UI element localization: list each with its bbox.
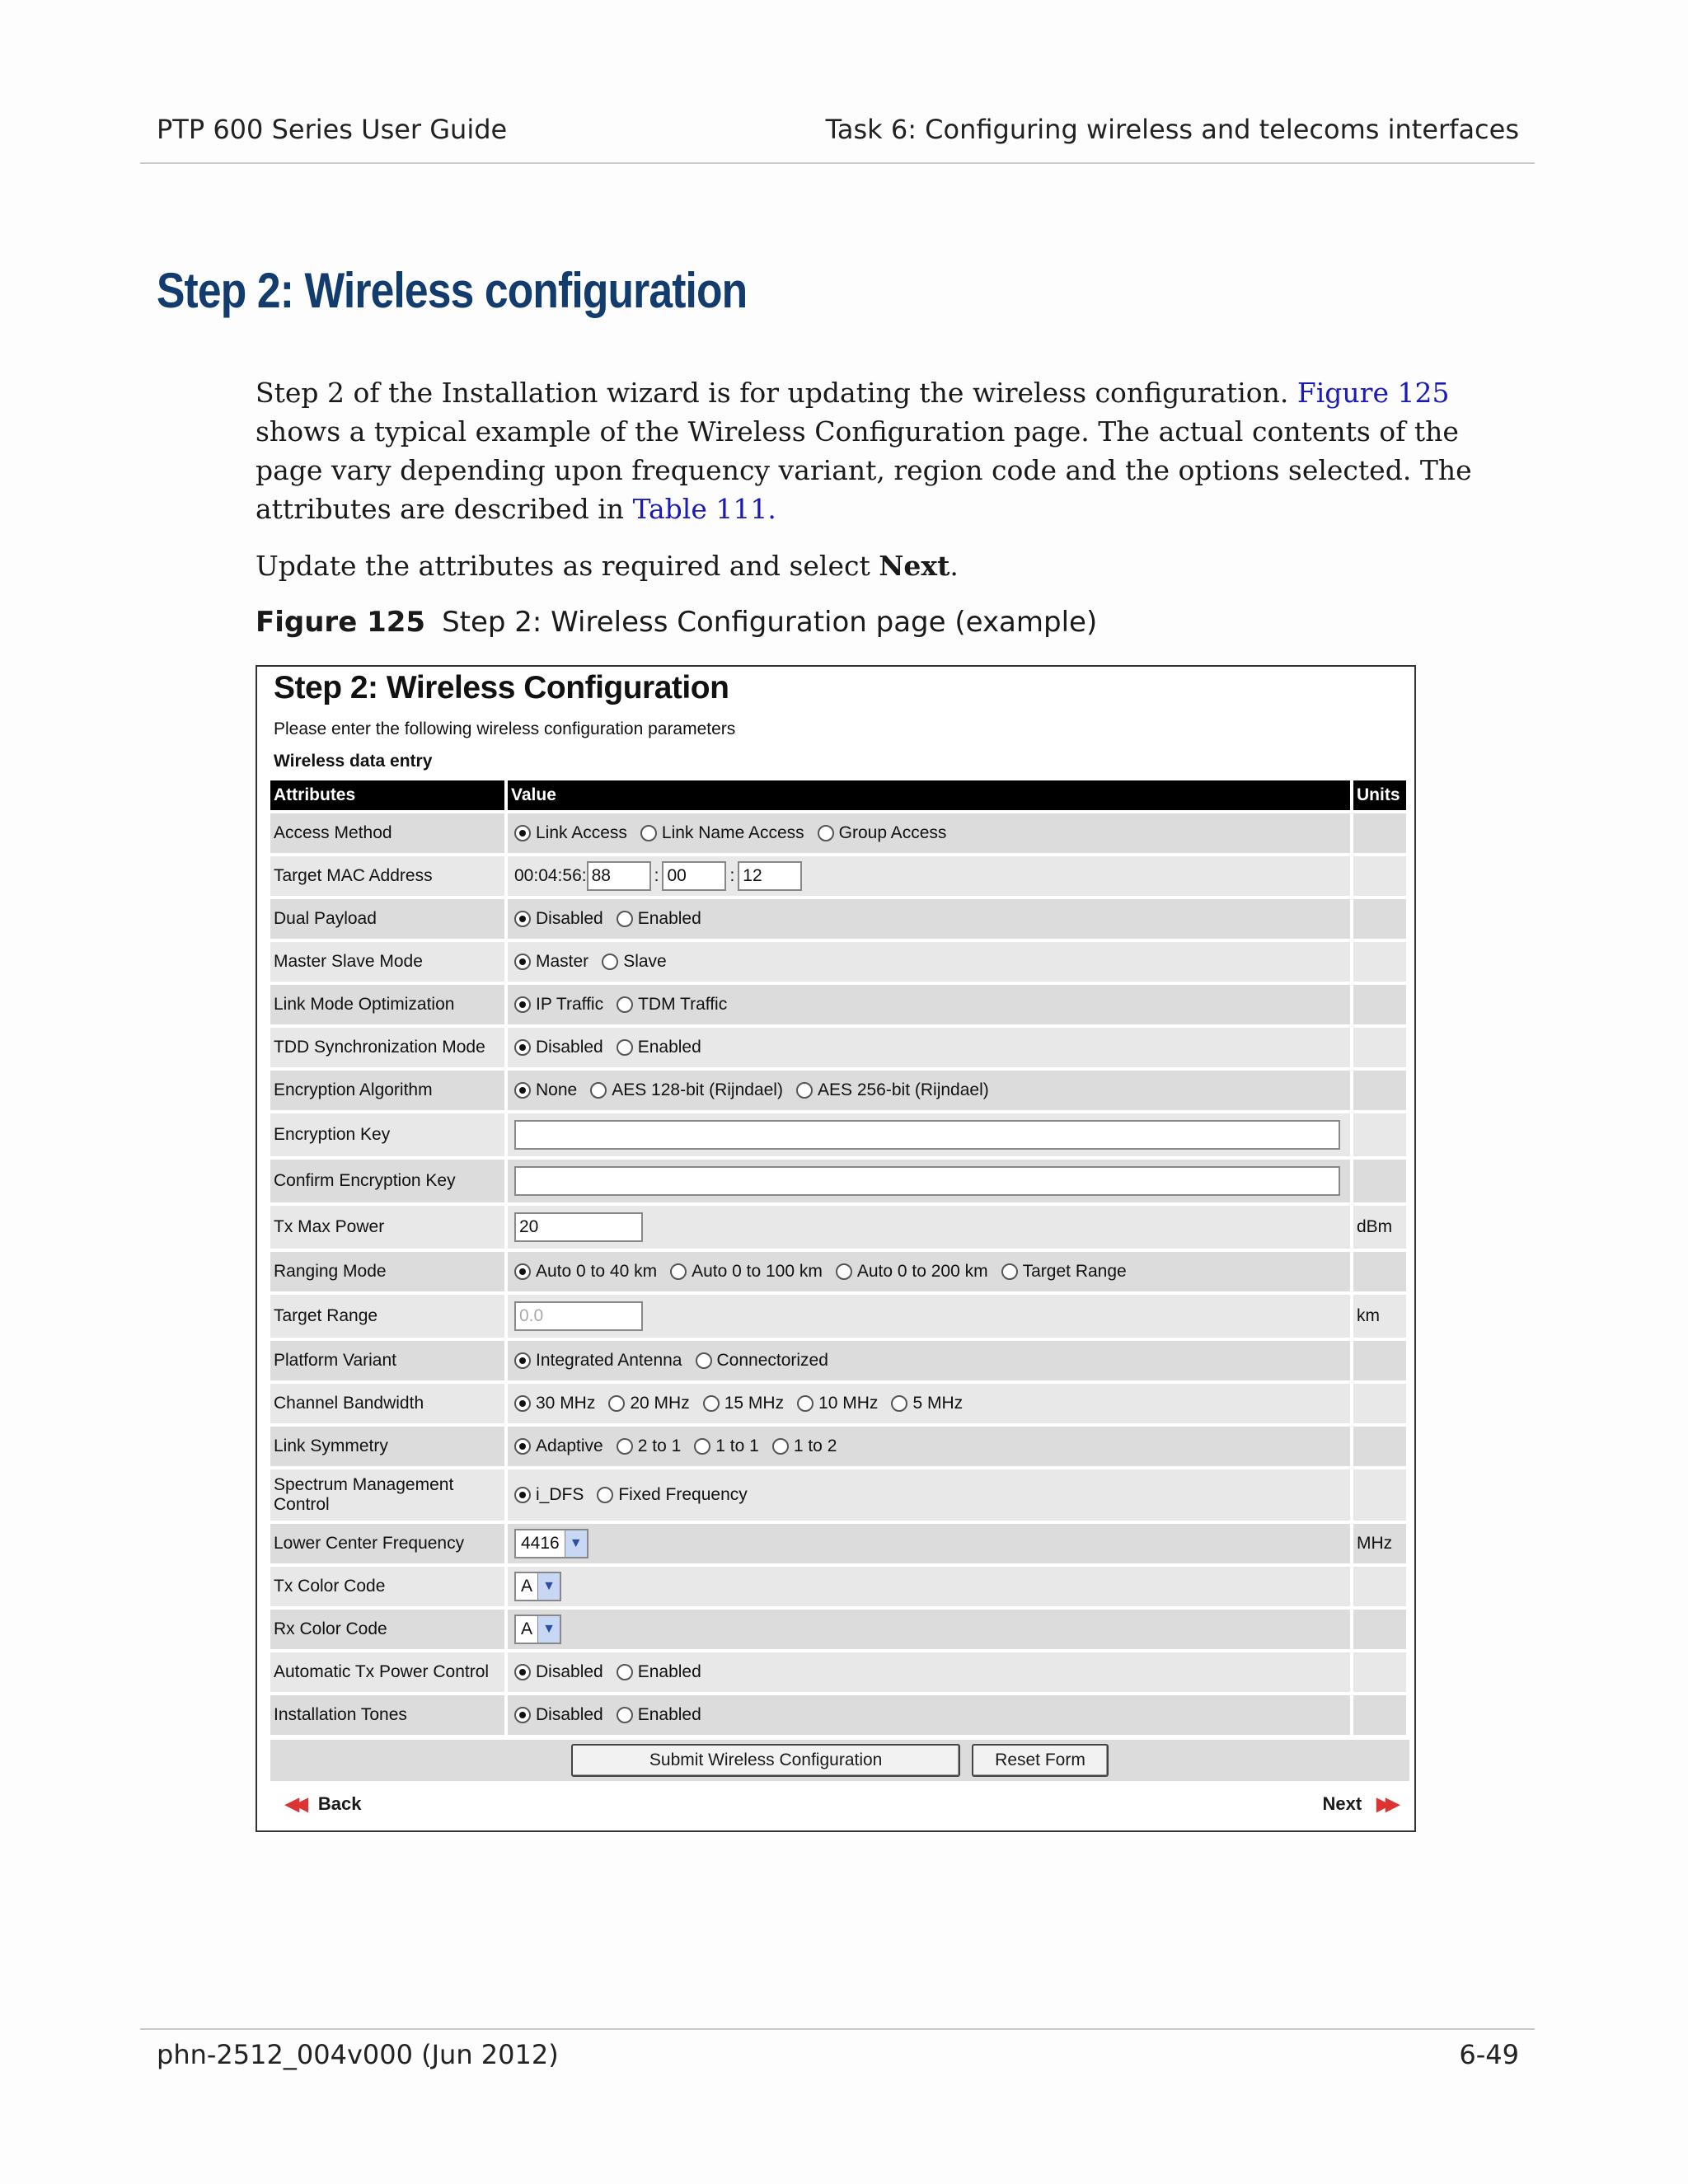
unit-cell (1353, 1469, 1406, 1521)
figure-caption (256, 606, 1097, 639)
attr-label: Link Mode Optimization (270, 985, 504, 1024)
back-label[interactable]: Back (317, 1793, 362, 1814)
row-master-slave (270, 942, 1409, 982)
intro-paragraph (256, 373, 1525, 528)
attr-label: Master Slave Mode (270, 942, 504, 982)
row-access-method (270, 813, 1409, 853)
attr-label: Encryption Key (270, 1113, 504, 1156)
radio-dot[interactable] (608, 1395, 625, 1412)
radio-label: Disabled (536, 1705, 603, 1724)
table-link[interactable]: Table 111. (632, 493, 776, 525)
double-right-arrow-icon[interactable]: ▶▶ (1376, 1793, 1395, 1814)
radio-enabled[interactable] (617, 1662, 701, 1682)
value-cell (508, 1652, 1350, 1692)
row-auto-tx-power (270, 1652, 1409, 1692)
radio-dot[interactable] (602, 954, 618, 970)
unit-cell (1353, 1113, 1406, 1156)
radio-2-to-1[interactable] (617, 1436, 682, 1456)
radio-label: 5 MHz (912, 1394, 964, 1413)
radio-dot[interactable] (514, 911, 531, 927)
attr-label: Ranging Mode (270, 1252, 504, 1291)
tx-color-select[interactable] (514, 1572, 561, 1601)
header-attributes: Attributes (270, 780, 504, 810)
value-cell (508, 1160, 1350, 1202)
radio-auto-200[interactable] (836, 1262, 988, 1282)
radio-dot[interactable] (772, 1438, 789, 1455)
form-button-row (270, 1740, 1409, 1781)
mac-octet-1-input[interactable]: 88 (587, 861, 651, 891)
value-cell (508, 942, 1350, 982)
radio-label: Enabled (637, 1662, 701, 1681)
row-ranging-mode (270, 1252, 1409, 1291)
radio-1-to-1[interactable] (694, 1436, 759, 1456)
intro-text-1: Step 2 of the Installation wizard is for updating the wireless configuration. (256, 377, 1297, 409)
instruction-text-1: Update the attributes as required and select (256, 550, 879, 582)
value-cell (508, 1113, 1350, 1156)
radio-group-access[interactable] (818, 823, 947, 843)
footer-page-number: 6-49 (1459, 2039, 1519, 2070)
radio-dot[interactable] (617, 996, 633, 1013)
attr-label: TDD Synchronization Mode (270, 1028, 504, 1067)
value-cell (508, 813, 1350, 853)
radio-enabled[interactable] (617, 1038, 701, 1057)
unit-cell (1353, 1567, 1406, 1606)
attr-label: Channel Bandwidth (270, 1384, 504, 1423)
radio-aes-256[interactable] (796, 1080, 989, 1100)
attr-label: Access Method (270, 813, 504, 853)
value-cell (508, 1610, 1350, 1649)
unit-cell: dBm (1353, 1206, 1406, 1249)
mac-octet-2-input[interactable]: 00 (662, 861, 726, 891)
radio-tdm-traffic[interactable] (617, 995, 727, 1015)
radio-link-name-access[interactable] (640, 823, 804, 843)
value-cell: 00:04:56: 88 : 00 : 12 (508, 856, 1350, 896)
value-cell (508, 1567, 1350, 1606)
radio-label: Adaptive (536, 1436, 603, 1455)
running-header-chapter: Task 6: Configuring wireless and telecoms interfaces (825, 114, 1519, 145)
radio-20mhz[interactable] (608, 1394, 689, 1413)
radio-ip-traffic[interactable] (514, 995, 603, 1015)
header-value: Value (508, 780, 1350, 810)
intro-text-2: shows a typical example of the Wireless Configuration page. The actual contents of the page vary depending upon frequency variant, region code and the options selected. The attributes are described in (256, 415, 1472, 525)
radio-dot[interactable] (1001, 1263, 1018, 1280)
value-cell (508, 985, 1350, 1024)
unit-cell (1353, 813, 1406, 853)
value-cell (508, 1384, 1350, 1423)
mac-prefix: 00:04:56: (514, 866, 587, 885)
attr-label: Automatic Tx Power Control (270, 1652, 504, 1692)
next-nav[interactable] (1322, 1793, 1409, 1815)
row-dual-payload (270, 899, 1409, 939)
header-rule (140, 162, 1535, 164)
unit-cell (1353, 1427, 1406, 1466)
figure-caption-text: Step 2: Wireless Configuration page (example) (442, 606, 1098, 639)
radio-label: Target Range (1022, 1262, 1127, 1281)
radio-dot[interactable] (514, 1664, 531, 1680)
attr-label: Encryption Algorithm (270, 1071, 504, 1110)
radio-label: Auto 0 to 40 km (536, 1262, 658, 1281)
confirm-key-input[interactable] (514, 1166, 1340, 1196)
radio-label: Enabled (637, 1705, 701, 1724)
radio-dot[interactable] (597, 1487, 613, 1503)
radio-dot[interactable] (797, 1395, 814, 1412)
section-title: Step 2: Wireless configuration (157, 263, 748, 318)
unit-cell (1353, 899, 1406, 939)
radio-10mhz[interactable] (797, 1394, 878, 1413)
chevron-down-icon[interactable]: ▼ (565, 1530, 587, 1557)
select-value: A (521, 1619, 533, 1638)
radio-30mhz[interactable] (514, 1394, 595, 1413)
chevron-down-icon[interactable]: ▼ (537, 1616, 560, 1643)
radio-auto-40[interactable] (514, 1262, 657, 1282)
radio-slave[interactable] (602, 952, 667, 972)
row-target-range (270, 1295, 1409, 1338)
unit-cell (1353, 856, 1406, 896)
value-cell (508, 1524, 1350, 1563)
value-cell (508, 1252, 1350, 1291)
value-cell (508, 1469, 1350, 1521)
radio-label: AES 256-bit (Rijndael) (817, 1080, 989, 1099)
unit-cell (1353, 1695, 1406, 1735)
row-target-mac (270, 856, 1409, 896)
radio-label: Master (536, 952, 589, 971)
radio-dot[interactable] (514, 1487, 531, 1503)
radio-disabled[interactable] (514, 909, 603, 929)
radio-5mhz[interactable] (891, 1394, 963, 1413)
radio-adaptive[interactable] (514, 1436, 603, 1456)
radio-dot[interactable] (590, 1082, 607, 1099)
row-encryption-key (270, 1113, 1409, 1156)
radio-dot[interactable] (694, 1438, 710, 1455)
row-link-mode (270, 985, 1409, 1024)
footer-rule (140, 2028, 1535, 2030)
reset-form-button[interactable]: Reset Form (972, 1744, 1109, 1777)
unit-cell (1353, 1384, 1406, 1423)
unit-cell (1353, 1610, 1406, 1649)
radio-label: Disabled (536, 1038, 603, 1057)
radio-fixed-frequency[interactable] (597, 1485, 747, 1505)
unit-cell (1353, 1160, 1406, 1202)
radio-dot[interactable] (640, 825, 657, 841)
radio-15mhz[interactable] (703, 1394, 784, 1413)
radio-label: IP Traffic (536, 995, 604, 1014)
radio-dot[interactable] (617, 1707, 633, 1723)
attr-label: Tx Max Power (270, 1206, 504, 1249)
radio-label: 1 to 2 (793, 1436, 837, 1455)
unit-cell (1353, 985, 1406, 1024)
wizard-navigation (270, 1788, 1409, 1821)
row-encryption-algorithm (270, 1071, 1409, 1110)
radio-label: i_DFS (536, 1485, 584, 1504)
radio-label: 10 MHz (818, 1394, 879, 1413)
unit-cell (1353, 1071, 1406, 1110)
radio-1-to-2[interactable] (772, 1436, 837, 1456)
radio-label: Slave (623, 952, 667, 971)
row-tdd-sync (270, 1028, 1409, 1067)
rx-color-select[interactable] (514, 1615, 561, 1644)
radio-link-access[interactable] (514, 823, 627, 843)
radio-connectorized[interactable] (696, 1351, 828, 1371)
unit-cell (1353, 942, 1406, 982)
attr-label: Lower Center Frequency (270, 1524, 504, 1563)
radio-dot[interactable] (514, 1438, 531, 1455)
select-value: 4416 (521, 1534, 560, 1553)
wireless-config-screenshot (256, 665, 1416, 1832)
attr-label: Dual Payload (270, 899, 504, 939)
unit-cell (1353, 1652, 1406, 1692)
radio-label: Link Access (536, 823, 627, 842)
attr-label-line2: Control (274, 1495, 330, 1514)
instruction-text-2: . (950, 550, 959, 582)
row-tx-color-code (270, 1567, 1409, 1606)
chevron-down-icon[interactable]: ▼ (537, 1573, 560, 1600)
row-spectrum-management (270, 1469, 1409, 1521)
attr-label: Target MAC Address (270, 856, 504, 896)
radio-label: Auto 0 to 100 km (692, 1262, 823, 1281)
radio-dot[interactable] (514, 1082, 531, 1099)
radio-none[interactable] (514, 1080, 577, 1100)
radio-label: None (536, 1080, 578, 1099)
radio-label: Connectorized (716, 1351, 828, 1370)
footer-doc-id: phn-2512_004v000 (Jun 2012) (157, 2039, 559, 2070)
radio-label: TDM Traffic (638, 995, 728, 1014)
figure-label: Figure 125 (256, 606, 426, 639)
next-label[interactable]: Next (1322, 1793, 1362, 1814)
radio-enabled[interactable] (617, 909, 701, 929)
screenshot-section-label: Wireless data entry (274, 752, 433, 771)
value-cell (508, 1295, 1350, 1338)
radio-dot[interactable] (514, 1707, 531, 1723)
radio-integrated-antenna[interactable] (514, 1351, 682, 1371)
radio-label: 30 MHz (536, 1394, 596, 1413)
radio-label: Enabled (637, 1038, 701, 1057)
header-units: Units (1353, 780, 1406, 810)
target-range-input[interactable]: 0.0 (514, 1301, 643, 1331)
unit-cell (1353, 1252, 1406, 1291)
submit-wireless-config-button[interactable]: Submit Wireless Configuration (571, 1744, 960, 1777)
row-platform-variant (270, 1341, 1409, 1380)
screenshot-title: Step 2: Wireless Configuration (274, 670, 729, 705)
radio-label: Enabled (637, 909, 701, 928)
radio-dot[interactable] (514, 996, 531, 1013)
value-cell (508, 1028, 1350, 1067)
mac-octet-3-input[interactable]: 12 (738, 861, 802, 891)
radio-label: AES 128-bit (Rijndael) (612, 1080, 783, 1099)
radio-dot[interactable] (796, 1082, 813, 1099)
row-tx-max-power (270, 1206, 1409, 1249)
radio-dot[interactable] (836, 1263, 852, 1280)
instruction-bold: Next (879, 550, 950, 582)
back-nav[interactable] (270, 1793, 361, 1815)
attr-label: Tx Color Code (270, 1567, 504, 1606)
radio-label: 2 to 1 (637, 1436, 682, 1455)
radio-label: Group Access (838, 823, 947, 842)
radio-dot[interactable] (670, 1263, 687, 1280)
value-cell (508, 1071, 1350, 1110)
instruction-paragraph (256, 546, 1525, 585)
attr-label: Target Range (270, 1295, 504, 1338)
radio-dot[interactable] (703, 1395, 720, 1412)
radio-dot[interactable] (514, 1395, 531, 1412)
radio-dot[interactable] (617, 1664, 633, 1680)
radio-master[interactable] (514, 952, 588, 972)
value-cell (508, 899, 1350, 939)
radio-label: Link Name Access (661, 823, 804, 842)
radio-label: Integrated Antenna (536, 1351, 682, 1370)
running-header-title: PTP 600 Series User Guide (157, 114, 508, 145)
attr-label-line1: Spectrum Management (274, 1475, 454, 1494)
unit-cell: MHz (1353, 1524, 1406, 1563)
attr-label: Rx Color Code (270, 1610, 504, 1649)
radio-target-range[interactable] (1001, 1262, 1127, 1282)
attr-label: Confirm Encryption Key (270, 1160, 504, 1202)
radio-label: Disabled (536, 1662, 603, 1681)
screenshot-subtitle: Please enter the following wireless configuration parameters (274, 719, 736, 738)
radio-dot[interactable] (617, 1039, 633, 1056)
unit-cell (1353, 1341, 1406, 1380)
attr-label: Link Symmetry (270, 1427, 504, 1466)
radio-dot[interactable] (696, 1352, 712, 1369)
radio-dot[interactable] (891, 1395, 907, 1412)
radio-aes-128[interactable] (590, 1080, 783, 1100)
radio-label: 1 to 1 (715, 1436, 759, 1455)
radio-dot[interactable] (818, 825, 834, 841)
radio-dot[interactable] (514, 1039, 531, 1056)
radio-dot[interactable] (514, 1263, 531, 1280)
radio-i-dfs[interactable] (514, 1485, 584, 1505)
value-cell (508, 1427, 1350, 1466)
radio-dot[interactable] (514, 954, 531, 970)
value-cell (508, 1206, 1350, 1249)
encryption-key-input[interactable] (514, 1120, 1340, 1150)
radio-enabled[interactable] (617, 1705, 701, 1725)
radio-label: Auto 0 to 200 km (856, 1262, 988, 1281)
unit-cell: km (1353, 1295, 1406, 1338)
radio-dot[interactable] (514, 1352, 531, 1369)
row-installation-tones (270, 1695, 1409, 1735)
row-channel-bandwidth (270, 1384, 1409, 1423)
row-lower-center-frequency (270, 1524, 1409, 1563)
radio-label: Fixed Frequency (618, 1485, 748, 1504)
radio-disabled[interactable] (514, 1705, 603, 1725)
radio-dot[interactable] (617, 1438, 633, 1455)
frequency-select[interactable] (514, 1529, 588, 1558)
value-cell (508, 1341, 1350, 1380)
tx-max-power-input[interactable]: 20 (514, 1212, 643, 1242)
row-confirm-key (270, 1160, 1409, 1202)
attr-label: Installation Tones (270, 1695, 504, 1735)
radio-dot[interactable] (514, 825, 531, 841)
radio-label: 20 MHz (630, 1394, 690, 1413)
row-link-symmetry (270, 1427, 1409, 1466)
figure-link[interactable]: Figure 125 (1296, 377, 1450, 409)
radio-auto-100[interactable] (670, 1262, 823, 1282)
value-cell (508, 1695, 1350, 1735)
radio-label: Disabled (536, 909, 603, 928)
radio-label: 15 MHz (724, 1394, 785, 1413)
radio-dot[interactable] (617, 911, 633, 927)
attr-label: Platform Variant (270, 1341, 504, 1380)
unit-cell (1353, 1028, 1406, 1067)
attr-label (270, 1469, 504, 1521)
select-value: A (521, 1577, 533, 1596)
row-rx-color-code (270, 1610, 1409, 1649)
table-header-row (270, 780, 1409, 810)
radio-disabled[interactable] (514, 1662, 603, 1682)
config-table (270, 780, 1409, 1735)
double-left-arrow-icon[interactable]: ◀◀ (285, 1793, 303, 1814)
radio-disabled[interactable] (514, 1038, 603, 1057)
